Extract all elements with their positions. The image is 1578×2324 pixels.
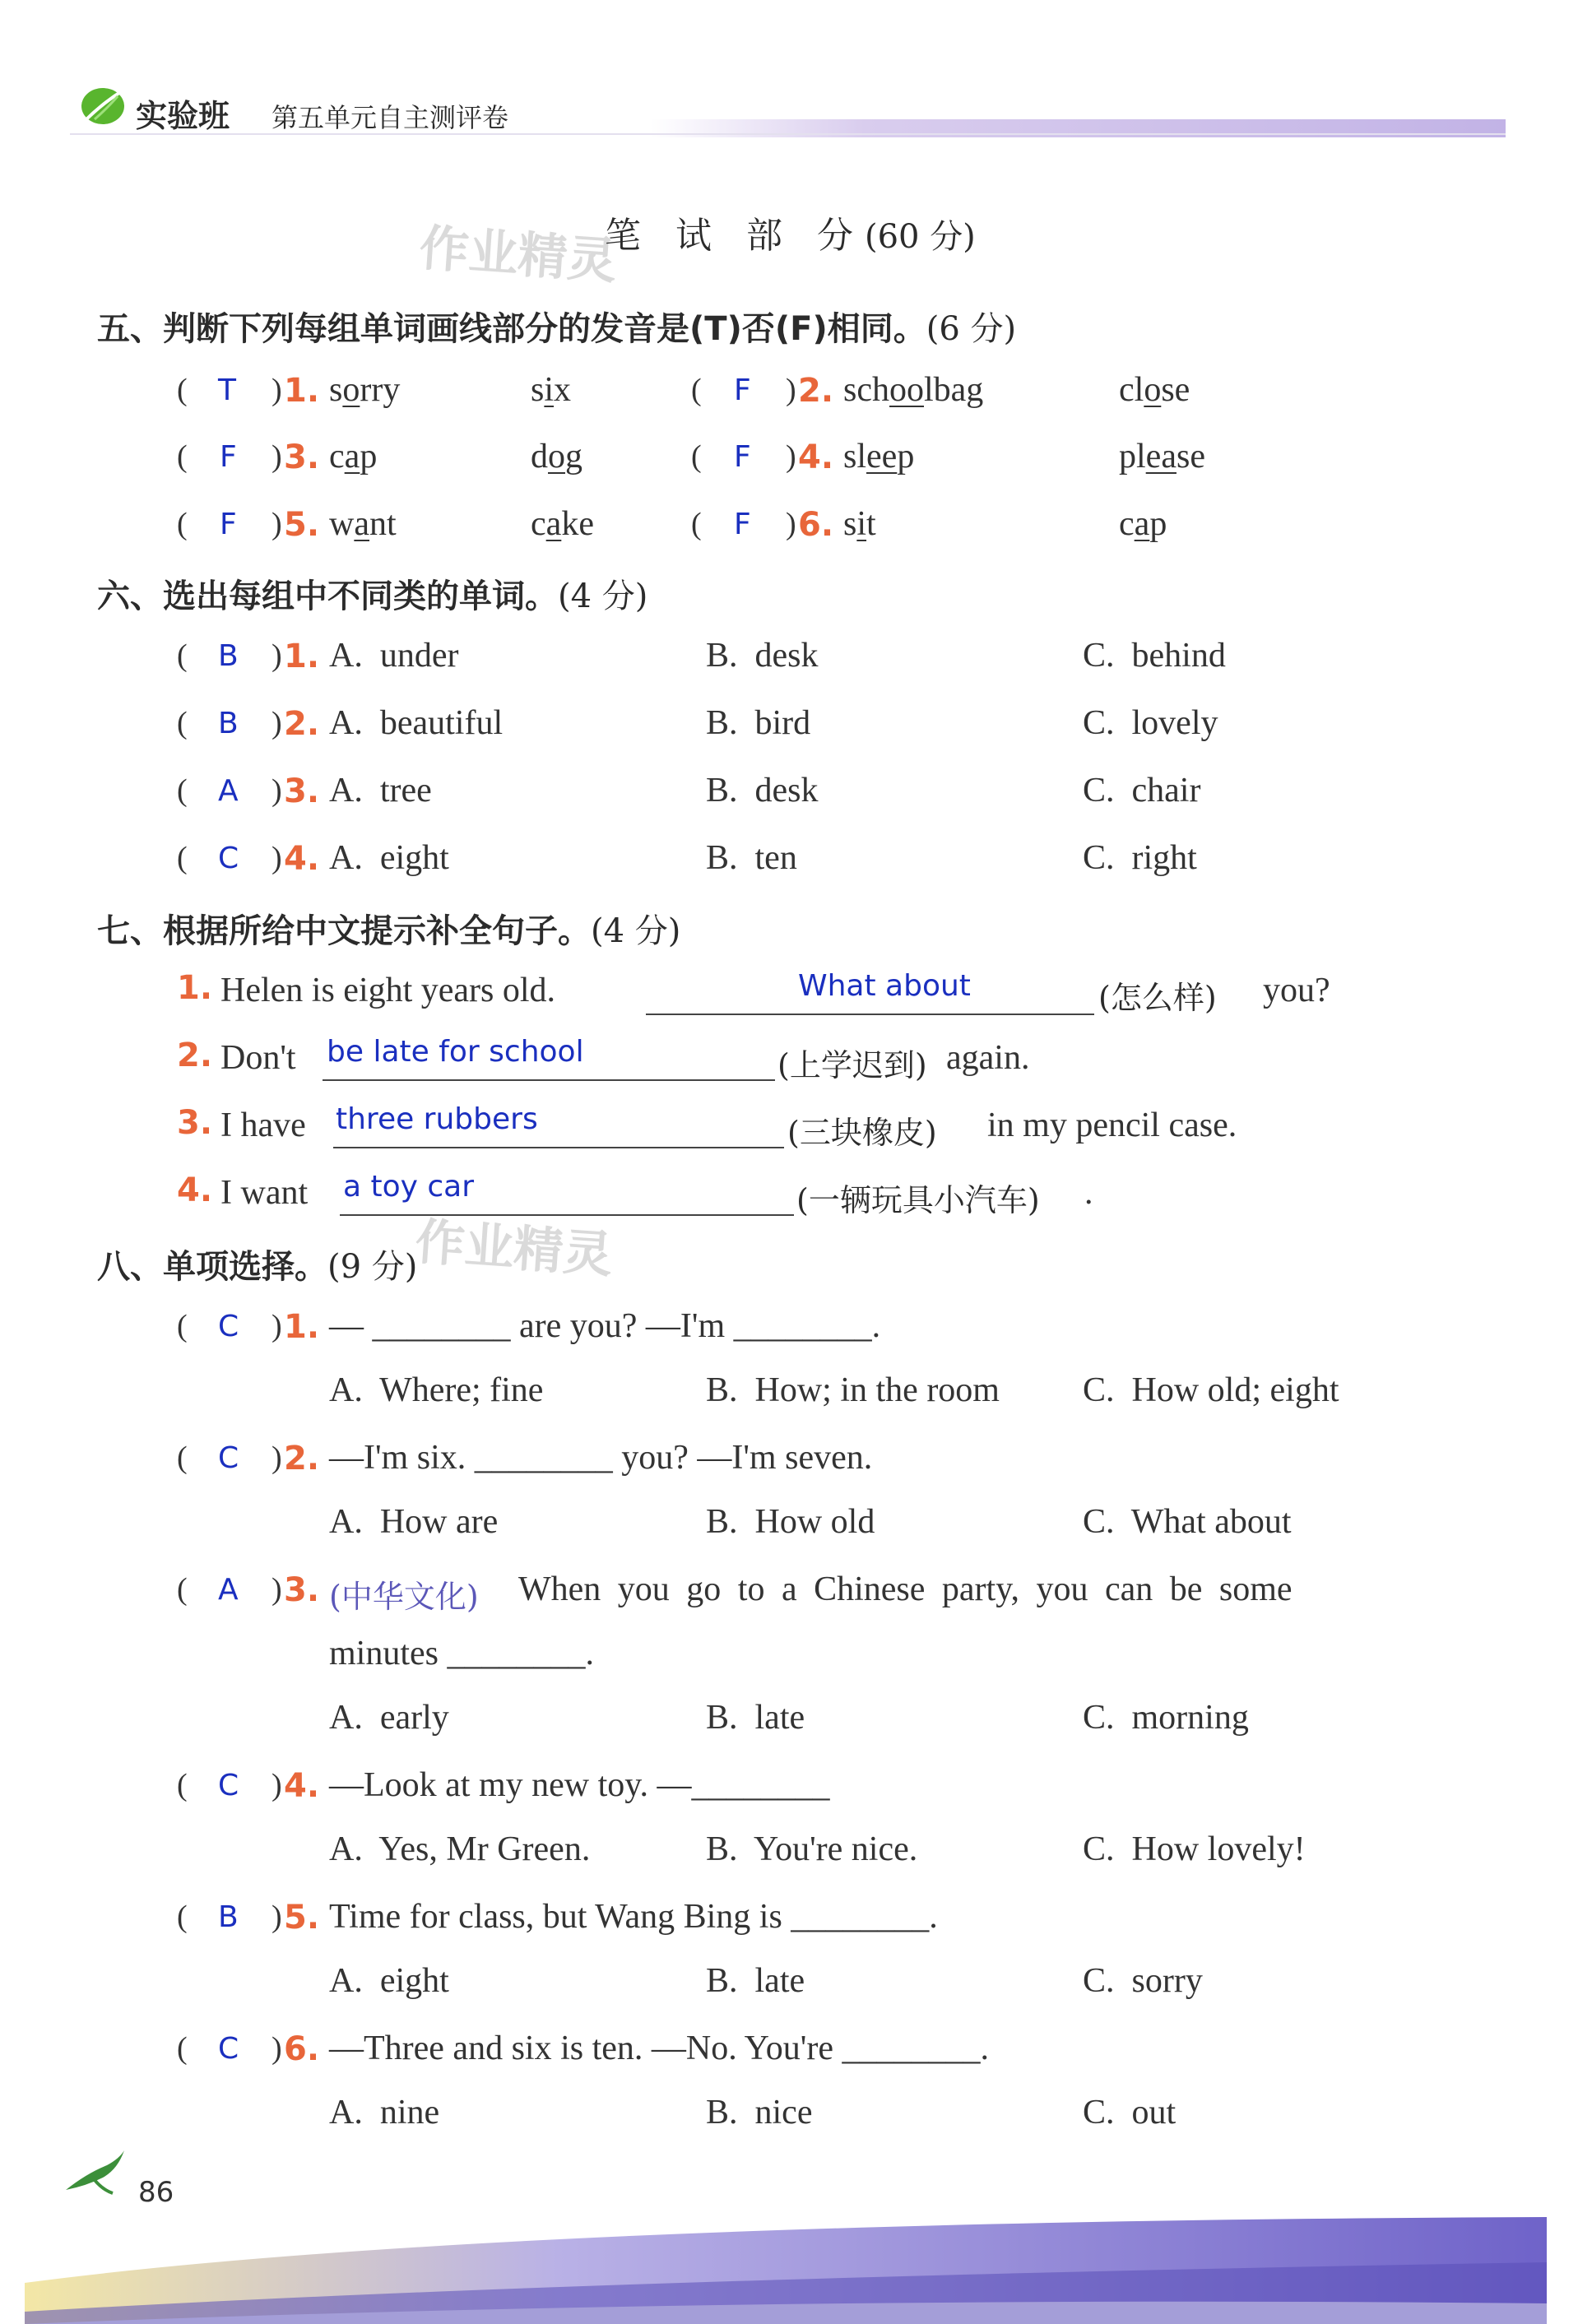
bird-icon [62,2149,128,2198]
option-a: A. nine [329,2094,440,2131]
q6-heading [97,570,647,617]
option-c: C. chair [1083,772,1201,809]
item-number: 4. [284,840,320,878]
q5-word-b: dog [531,438,582,475]
option-c: C. out [1083,2094,1177,2131]
q5-word-b: please [1119,438,1205,475]
item-number: 4. [798,438,834,476]
option-c: C. sorry [1083,1962,1203,2000]
q5-word-a: want [329,505,397,543]
section-points: (60 分) [864,218,976,256]
option-a: A. early [329,1699,449,1737]
item-number: 5. [284,506,320,544]
q5-item-2: ( F ) 2. [691,372,834,410]
answer: A [218,1573,239,1607]
answer: F [734,508,751,541]
question-stem: —I'm six. ________ you? —I'm seven. [329,1439,873,1477]
answer: C [218,842,239,875]
q5-word-a: sorry [329,371,401,409]
q5-word-a: sleep [843,438,915,475]
q5-word-b: cap [1119,505,1167,543]
chinese-hint: (三块橡皮) [787,1115,937,1151]
q5-points: (6 分) [926,310,1017,348]
q7-suffix: again. [946,1039,1030,1077]
q5-item-6: ( F ) 6. [691,506,834,544]
q7-prefix: I want [220,1174,309,1212]
option-a: A. eight [329,839,449,877]
chinese-hint: (怎么样) [1098,980,1217,1016]
q7-suffix: in my pencil case. [987,1106,1237,1144]
answer-blank[interactable] [646,969,1094,1015]
q7-item-1 [177,969,212,1007]
q5-item-5: ( F ) 5. [177,506,320,544]
page-number: 86 [138,2176,174,2209]
option-b: B. late [706,1962,805,2000]
answer-blank[interactable] [333,1102,784,1148]
item-number: 5. [284,1899,320,1937]
question-stem: —Look at my new toy. —________ [329,1766,830,1804]
filled-answer: What about [798,969,971,1003]
q8-item-2: ( C ) 2. [177,1440,320,1477]
footer-wave [0,2172,1578,2324]
option-c: C. How old; eight [1083,1371,1339,1409]
answer: C [218,1441,239,1475]
option-c: C. What about [1083,1503,1292,1541]
q7-points: (4 分) [591,912,681,950]
item-number: 2. [798,372,834,410]
q7-prefix: Don't [220,1039,296,1077]
option-b: B. late [706,1699,805,1737]
q5-word-b: six [531,371,572,409]
q6-item-4: ( C ) 4. [177,840,320,878]
q5-item-3: ( F ) 3. [177,438,320,476]
answer: C [218,1310,239,1343]
item-number: 4. [284,1767,320,1805]
answer-blank[interactable] [340,1170,794,1216]
q8-item-1: ( C ) 1. [177,1308,320,1346]
option-b: B. How old [706,1503,875,1541]
option-a: A. beautiful [329,704,504,742]
q5-item-4: ( F ) 4. [691,438,834,476]
item-number: 3. [177,1104,213,1142]
answer: F [734,440,751,474]
q5-word-a: schoolbag [843,371,984,409]
option-c: C. behind [1083,637,1226,675]
item-number: 1. [284,1308,320,1346]
question-stem: When you go to a Chinese party, you can be some [518,1570,1293,1608]
answer: C [218,1769,239,1802]
q7-prefix: I have [220,1106,306,1144]
q7-suffix: . [1084,1174,1093,1212]
leaf-logo-icon [78,78,132,132]
answer: A [218,774,239,808]
q5-heading [97,303,1016,350]
q6-item-2: ( B ) 2. [177,705,320,743]
q8-item-6: ( C ) 6. [177,2030,320,2068]
q7-item-3 [177,1104,212,1142]
filled-answer: three rubbers [336,1102,538,1136]
option-c: C. right [1083,839,1197,877]
item-number: 3. [284,1571,320,1609]
answer: F [734,373,751,407]
answer: B [218,1900,239,1934]
section-heading [605,206,976,258]
question-stem: —Three and six is ten. —No. You're ________. [329,2029,989,2067]
chinese-hint: (一辆玩具小汽车) [796,1182,1040,1218]
option-b: B. desk [706,637,819,675]
item-number: 1. [284,372,320,410]
item-number: 2. [177,1037,213,1074]
option-c: C. lovely [1083,704,1218,742]
section-title: 笔 试 部 分 [605,215,865,257]
test-subtitle: 第五单元自主测评卷 [272,102,509,133]
q6-item-3: ( A ) 3. [177,772,320,810]
q5-item-1: ( T ) 1. [177,372,320,410]
item-number: 3. [284,438,320,476]
q8-item-3: ( A ) 3. [177,1571,320,1609]
item-number: 6. [284,2030,320,2068]
option-a: A. tree [329,772,432,809]
option-a: A. under [329,637,459,675]
answer: C [218,2032,239,2066]
answer-blank[interactable] [323,1035,775,1081]
filled-answer: be late for school [327,1035,584,1069]
option-c: C. morning [1083,1699,1249,1737]
question-stem: Time for class, but Wang Bing is ________. [329,1898,938,1936]
watermark: 作业精灵 [413,1213,615,1285]
q8-title: 八、单项选择。 [97,1248,327,1286]
item-number: 3. [284,772,320,810]
q8-item-5: ( B ) 5. [177,1899,320,1937]
option-b: B. bird [706,704,811,742]
chinese-hint: (上学迟到) [777,1047,927,1083]
q8-points: (9 分) [327,1248,418,1286]
q5-word-a: cap [329,438,378,475]
q6-item-1: ( B ) 1. [177,638,320,675]
q5-title: 五、判断下列每组单词画线部分的发音是(T)否(F)相同。 [97,310,926,348]
option-b: B. nice [706,2094,813,2131]
answer: T [218,373,236,407]
q7-suffix: you? [1263,972,1330,1009]
answer: B [218,639,239,673]
item-number: 2. [284,705,320,743]
answer: F [220,440,237,474]
answer: F [220,508,237,541]
q6-title: 六、选出每组中不同类的单词。 [97,578,558,615]
option-a: A. Yes, Mr Green. [329,1830,591,1868]
option-a: A. How are [329,1503,499,1541]
item-number: 2. [284,1440,320,1477]
option-a: A. eight [329,1962,449,2000]
option-b: B. You're nice. [706,1830,918,1868]
q7-prefix: Helen is eight years old. [220,972,556,1009]
item-number: 1. [177,969,213,1007]
option-b: B. ten [706,839,797,877]
option-a: A. Where; fine [329,1371,544,1409]
option-b: B. How; in the room [706,1371,1000,1409]
q5-word-b: close [1119,371,1190,409]
q7-title: 七、根据所给中文提示补全句子。 [97,912,591,950]
item-number: 6. [798,506,834,544]
option-b: B. desk [706,772,819,809]
item-number: 1. [284,638,320,675]
question-stem-continued: minutes ________. [329,1635,594,1672]
q5-word-a: sit [843,505,876,543]
question-stem: — ________ are you? —I'm ________. [329,1307,881,1345]
q7-item-2 [177,1037,212,1074]
q5-word-b: cake [531,505,594,543]
option-c: C. How lovely! [1083,1830,1306,1868]
q8-item-4: ( C ) 4. [177,1767,320,1805]
q8-heading [97,1241,417,1287]
watermark: 作业精灵 [417,219,619,291]
culture-tag: (中华文化) [329,1579,479,1615]
q7-item-4 [177,1171,212,1209]
brand-title: 实验班 [136,98,230,134]
q6-points: (4 分) [558,578,648,615]
q7-heading [97,905,680,952]
filled-answer: a toy car [343,1170,475,1204]
answer: B [218,707,239,740]
item-number: 4. [177,1171,213,1209]
